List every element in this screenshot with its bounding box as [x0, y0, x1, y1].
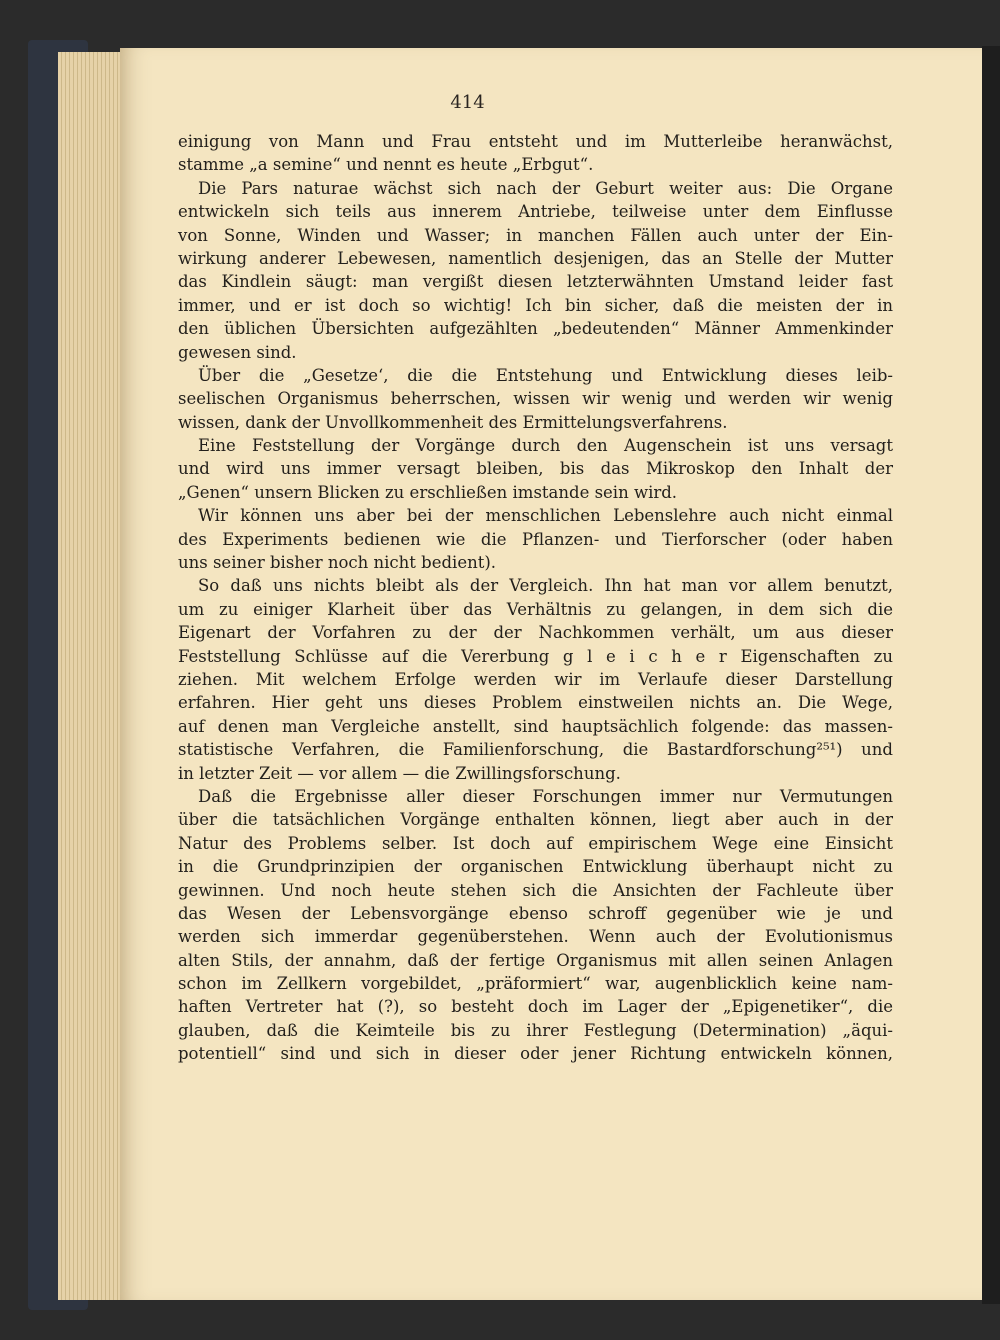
text-line: Wir können uns aber bei der menschlichen Lebenslehre auch nicht einmal: [198, 506, 893, 526]
text-line: auf denen man Vergleiche anstellt, sind hauptsächlich folgende: das massen-: [178, 716, 893, 736]
right-background: [982, 46, 1000, 1304]
text-line: und wird uns immer versagt bleiben, bis das Mikroskop den Inhalt der: [178, 459, 893, 479]
text-line: gewesen sind.: [178, 342, 297, 362]
text-line: haften Vertreter hat (?), so besteht doch im Lager der „Epigenetiker“, die: [178, 997, 893, 1017]
text-line: in die Grundprinzipien der organischen Entwicklung überhaupt nicht zu: [178, 857, 893, 877]
text-line: entwickeln sich teils aus innerem Antriebe, teilweise unter dem Einflusse: [178, 202, 893, 222]
text-line: schon im Zellkern vorgebildet, „präformiert“ war, augenblicklich keine nam-: [178, 974, 893, 994]
text-line: stamme „a semine“ und nennt es heute „Erbgut“.: [178, 155, 594, 175]
text-line: den üblichen Übersichten aufgezählten „bedeutenden“ Männer Ammenkinder: [178, 319, 893, 339]
text-line: immer, und er ist doch so wichtig! Ich bin sicher, daß die meisten der in: [178, 295, 893, 315]
text-line: einigung von Mann und Frau entsteht und im Mutterleibe heranwächst,: [178, 132, 893, 151]
text-line: wirkung anderer Lebewesen, namentlich desjenigen, das an Stelle der Mutter: [178, 248, 893, 268]
text-line: erfahren. Hier geht uns dieses Problem einstweilen nichts an. Die Wege,: [178, 693, 893, 713]
text-line: Eigenart der Vorfahren zu der der Nachkommen verhält, um aus dieser: [178, 623, 893, 643]
text-line: potentiell“ sind und sich in dieser oder jener Richtung entwickeln können,: [178, 1044, 893, 1064]
text-line: ziehen. Mit welchem Erfolge werden wir im Verlaufe dieser Darstellung: [178, 669, 893, 689]
text-line: das Wesen der Lebensvorgänge ebenso schroff gegenüber wie je und: [178, 903, 893, 923]
text-line: in letzter Zeit — vor allem — die Zwillingsforschung.: [178, 763, 621, 783]
text-line: glauben, daß die Keimteile bis zu ihrer Festlegung (Determination) „äqui-: [178, 1020, 893, 1040]
text-line: das Kindlein säugt: man vergißt diesen letzterwähnten Umstand leider fast: [178, 272, 893, 292]
text-line: statistische Verfahren, die Familienforschung, die Bastardforschung²⁵¹) und: [178, 740, 893, 760]
text-line: Natur des Problems selber. Ist doch auf empirischem Wege eine Einsicht: [178, 833, 893, 853]
page-number: 414: [450, 92, 485, 113]
text-line: seelischen Organismus beherrschen, wissen wir wenig und werden wir wenig: [178, 389, 893, 409]
text-line: alten Stils, der annahm, daß der fertige Organismus mit allen seinen Anlagen: [178, 950, 893, 970]
text-line: des Experiments bedienen wie die Pflanzen- und Tierforscher (oder haben: [178, 529, 893, 549]
text-line: Daß die Ergebnisse aller dieser Forschungen immer nur Vermutungen: [198, 786, 893, 806]
text-line: werden sich immerdar gegenüberstehen. Wenn auch der Evolutionismus: [178, 927, 893, 947]
text-line: um zu einiger Klarheit über das Verhältnis zu gelangen, in dem sich die: [178, 599, 893, 619]
text-line: Feststellung Schlüsse auf die Vererbung g l e i c h e r Eigenschaften zu: [178, 646, 893, 666]
text-line: gewinnen. Und noch heute stehen sich die Ansichten der Fachleute über: [178, 880, 893, 900]
text-line: „Genen“ unsern Blicken zu erschließen imstande sein wird.: [178, 482, 678, 502]
text-line: uns seiner bisher noch nicht bedient).: [178, 553, 497, 573]
text-line: Eine Feststellung der Vorgänge durch den Augenschein ist uns versagt: [198, 436, 893, 456]
text-line: über die tatsächlichen Vorgänge enthalten können, liegt aber auch in der: [178, 810, 893, 830]
text-line: Die Pars naturae wächst sich nach der Geburt weiter aus: Die Organe: [198, 178, 893, 198]
text-line: Über die „Gesetze‘, die die Entstehung und Entwicklung dieses leib-: [198, 365, 893, 385]
body-text: [178, 130, 893, 1066]
text-line: So daß uns nichts bleibt als der Vergleich. Ihn hat man vor allem benutzt,: [198, 576, 893, 596]
text-line: wissen, dank der Unvollkommenheit des Ermittelungsverfahrens.: [178, 412, 728, 432]
text-line: von Sonne, Winden und Wasser; in manchen Fällen auch unter der Ein-: [178, 225, 893, 245]
